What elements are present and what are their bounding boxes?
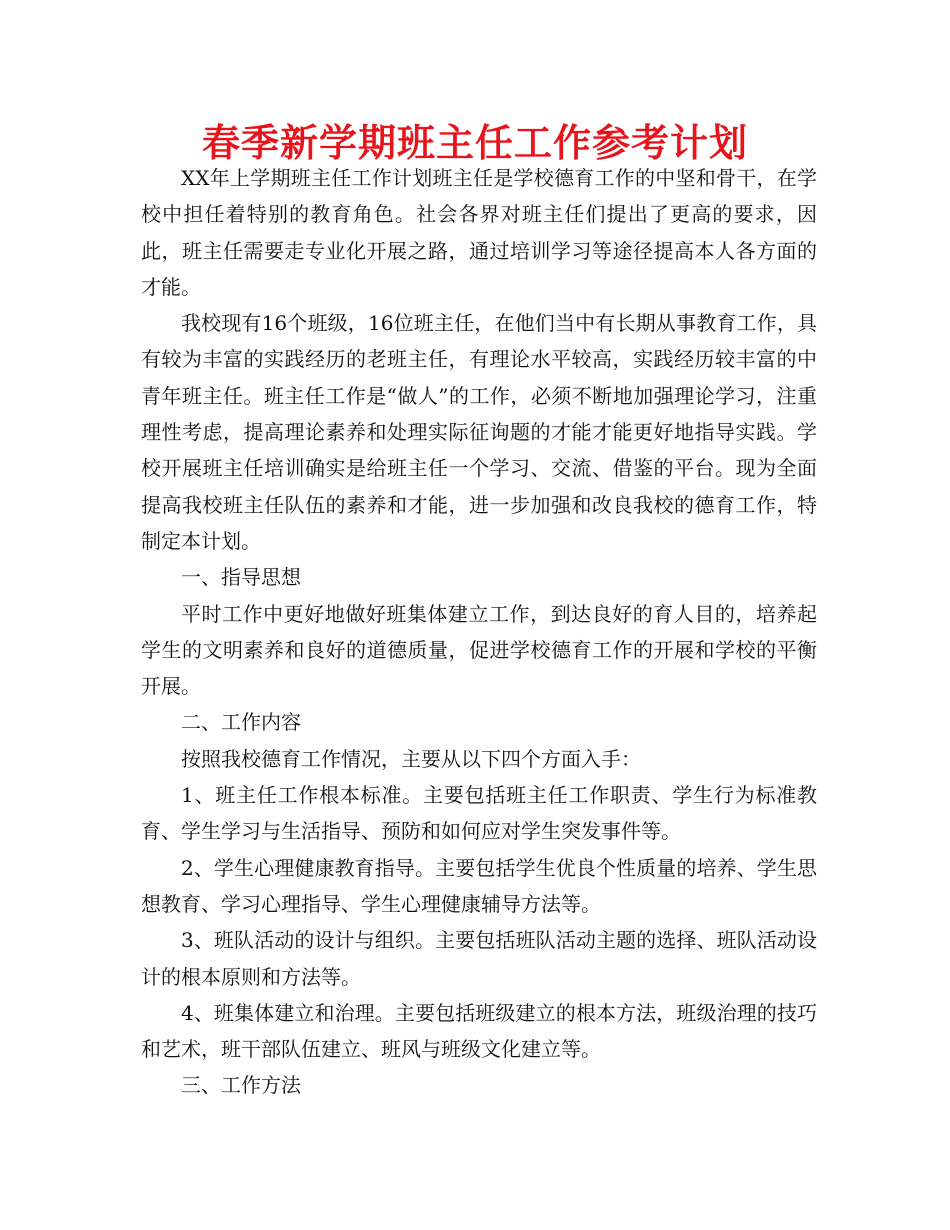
- section-heading-guiding-ideology: 一、指导思想: [181, 565, 301, 590]
- document-title: 春季新学期班主任工作参考计划: [201, 121, 748, 165]
- paragraph-school-status: 我校现有16个班级，16位班主任，在他们当中有长期从事教育工作，具有较为丰富的实践经历的老班主任，有理论水平较高，实践经历较丰富的中青年班主任。班主任工作是“做人”的工作，必须不断地加强理论学习，注重理性考虑，提高理论素养和处理实际征询题的才能才能更好地指导实践。学校开展班主任培训确实是给班主任一个学习、交流、借鉴的平台。现为全面提高我校班主任队伍的素养和才能，进一步加强和改良我校的德育工作，特制定本计划。: [141, 311, 817, 553]
- list-item-2: 2、学生心理健康教育指导。主要包括学生优良个性质量的培养、学生思想教育、学习心理指导、学生心理健康辅导方法等。: [141, 855, 817, 916]
- paragraph-work-content-intro: 按照我校德育工作情况，主要从以下四个方面入手：: [181, 746, 641, 771]
- paragraph-guiding-ideology: 平时工作中更好地做好班集体建立工作，到达良好的育人目的，培养起学生的文明素养和良好的道德质量，促进学校德育工作的开展和学校的平衡开展。: [141, 601, 817, 699]
- list-item-1: 1、班主任工作根本标准。主要包括班主任工作职责、学生行为标准教育、学生学习与生活指导、预防和如何应对学生突发事件等。: [141, 783, 817, 844]
- section-heading-work-method: 三、工作方法: [181, 1073, 301, 1098]
- list-item-3: 3、班队活动的设计与组织。主要包括班队活动主题的选择、班队活动设计的根本原则和方法等。: [141, 928, 817, 989]
- document-body: [141, 160, 817, 1104]
- section-heading-work-content: 二、工作内容: [181, 710, 301, 735]
- list-item-4: 4、班集体建立和治理。主要包括班级建立的根本方法，班级治理的技巧和艺术，班干部队伍建立、班风与班级文化建立等。: [141, 1000, 817, 1062]
- paragraph-intro: XX年上学期班主任工作计划班主任是学校德育工作的中坚和骨干，在学校中担任着特别的教育角色。社会各界对班主任们提出了更高的要求，因此，班主任需要走专业化开展之路，通过培训学习等途径提高本人各方面的才能。: [141, 166, 817, 299]
